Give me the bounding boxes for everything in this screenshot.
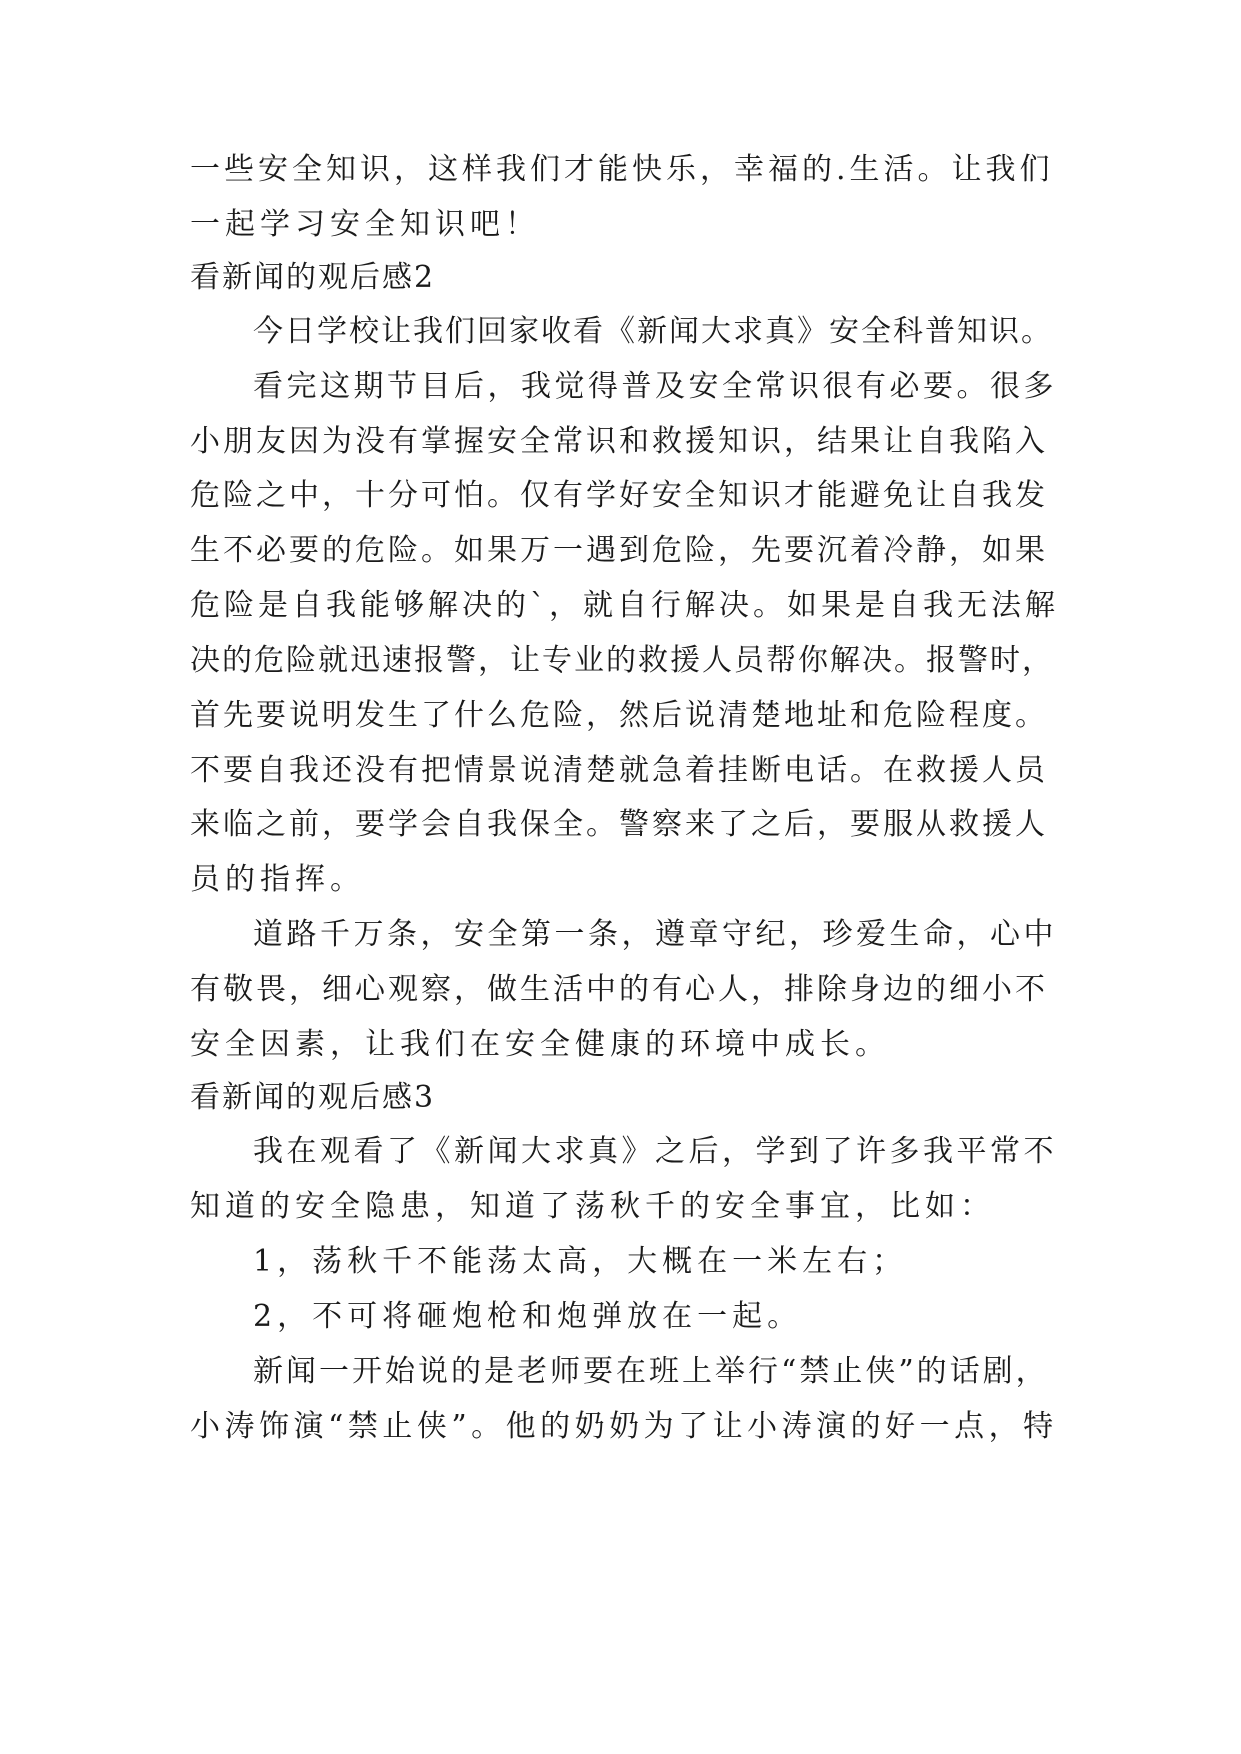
- text-line: 首先要说明发生了什么危险，然后说清楚地址和危险程度。: [190, 698, 1048, 733]
- text-line: 小涛饰演“禁止侠”。他的奶奶为了让小涛演的好一点，特: [190, 1409, 1058, 1444]
- text-line: 一些安全知识，这样我们才能快乐，幸福的.生活。让我们: [190, 152, 1054, 187]
- text-line: 有敬畏，细心观察，做生活中的有心人，排除身边的细小不: [190, 972, 1048, 1007]
- list-item: 1，荡秋千不能荡太高，大概在一米左右；: [253, 1244, 908, 1279]
- text-line: 安全因素，让我们在安全健康的环境中成长。: [190, 1027, 890, 1062]
- text-line: 危险之中，十分可怕。仅有学好安全知识才能避免让自我发: [190, 478, 1048, 513]
- paragraph-first-line: 道路千万条，安全第一条，遵章守纪，珍爱生命，心中: [253, 917, 1057, 952]
- paragraph-first-line: 今日学校让我们回家收看《新闻大求真》安全科普知识。: [253, 314, 1053, 349]
- text-line: 员的指挥。: [190, 862, 365, 897]
- section-heading: 看新闻的观后感3: [190, 1080, 436, 1115]
- text-line: 知道的安全隐患，知道了荡秋千的安全事宜，比如：: [190, 1189, 995, 1224]
- text-line: 小朋友因为没有掌握安全常识和救援知识，结果让自我陷入: [190, 424, 1048, 459]
- text-line: 决的危险就迅速报警，让专业的救援人员帮你解决。报警时，: [190, 643, 1054, 678]
- text-line: 生不必要的危险。如果万一遇到危险，先要沉着冷静，如果: [190, 533, 1048, 568]
- list-item: 2，不可将砸炮枪和炮弹放在一起。: [253, 1299, 803, 1334]
- text-line: 来临之前，要学会自我保全。警察来了之后，要服从救援人: [190, 807, 1048, 842]
- text-line: 一起学习安全知识吧！: [190, 207, 540, 242]
- text-line: 危险是自我能够解决的`，就自行解决。如果是自我无法解: [190, 588, 1059, 623]
- paragraph-first-line: 看完这期节目后，我觉得普及安全常识很有必要。很多: [253, 369, 1057, 404]
- section-heading: 看新闻的观后感2: [190, 260, 436, 295]
- paragraph-first-line: 新闻一开始说的是老师要在班上举行“禁止侠”的话剧，: [253, 1354, 1049, 1389]
- paragraph-first-line: 我在观看了《新闻大求真》之后，学到了许多我平常不: [253, 1134, 1057, 1169]
- text-line: 不要自我还没有把情景说清楚就急着挂断电话。在救援人员: [190, 753, 1048, 788]
